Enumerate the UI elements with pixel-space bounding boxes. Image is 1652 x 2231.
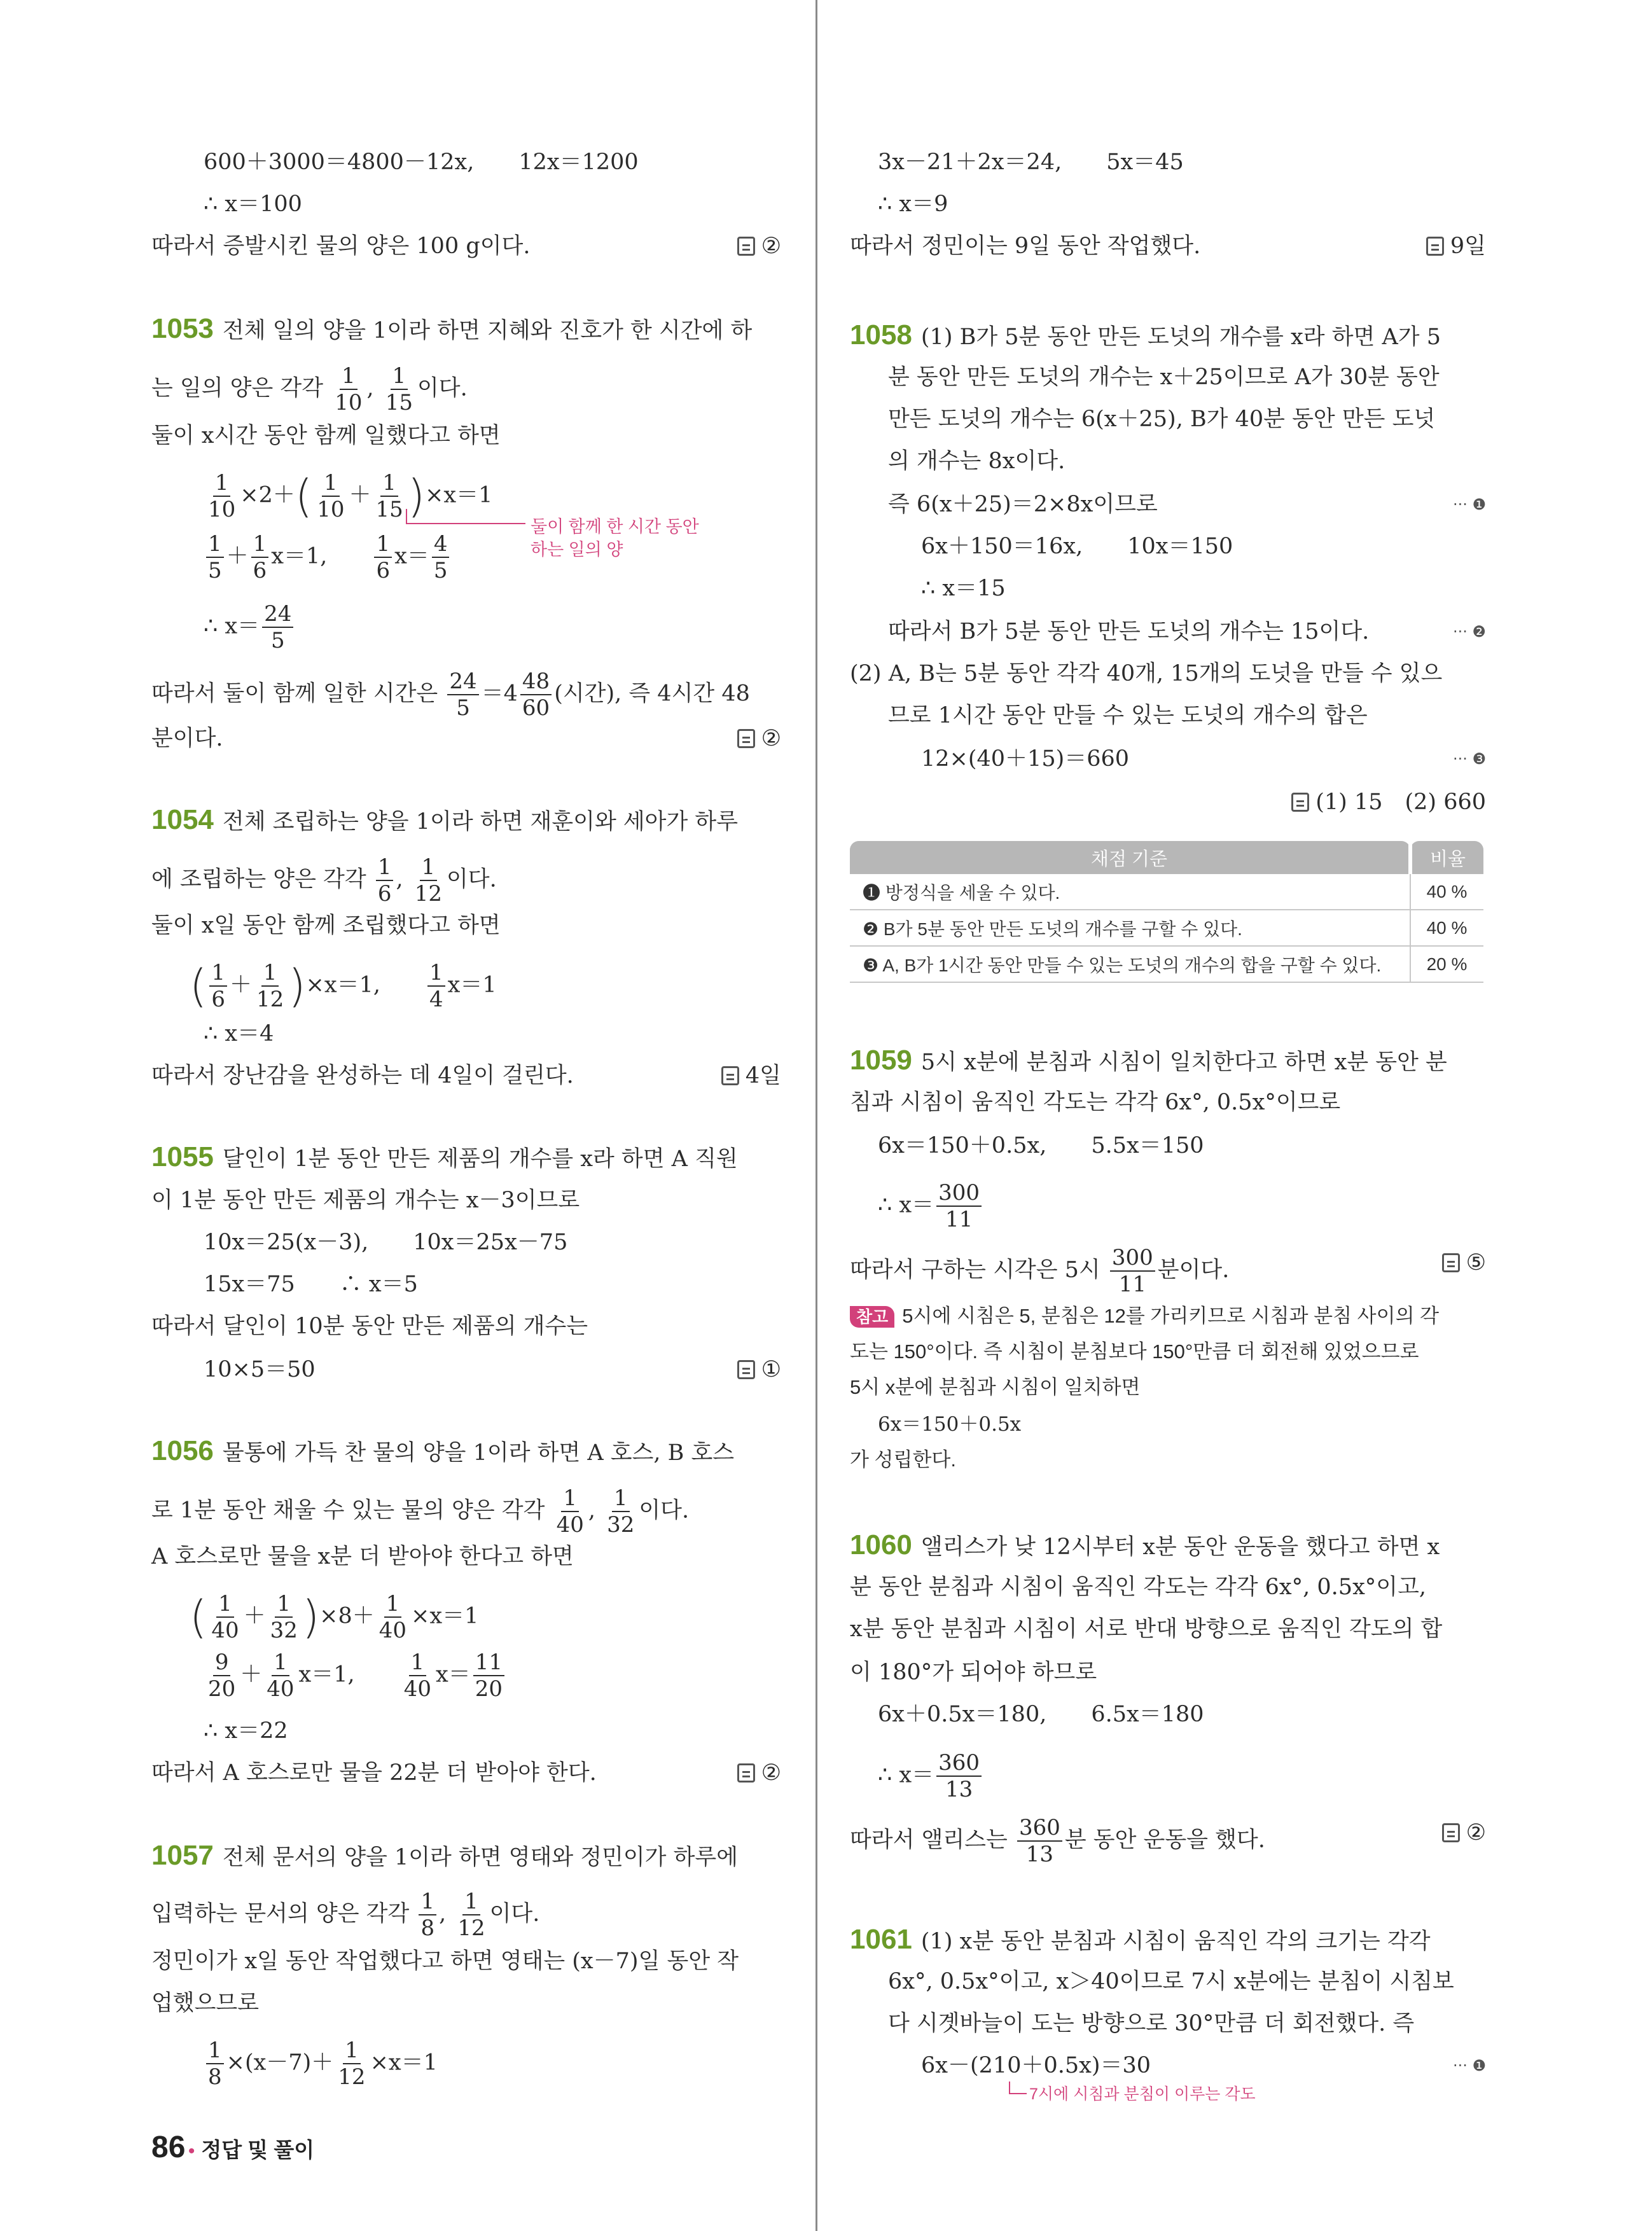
- problem-1057-line: 1057 전체 문서의 양을 1이라 하면 영태와 정민이가 하루에: [151, 1840, 739, 1871]
- equation-line: ∴ x＝9: [878, 191, 948, 217]
- answer-mark: 9일: [1426, 230, 1486, 262]
- problem-1061-line: 6x°, 0.5x°이고, x＞40이므로 7시 x분에는 분침이 시침보: [888, 1969, 1454, 1994]
- answer-icon: [737, 1763, 755, 1783]
- criteria-header: 채점 기준: [850, 841, 1410, 874]
- equation-line: ∴ x＝ $\frac{24}{5}$: [204, 603, 296, 651]
- equation-line: 6x－(210＋0.5x)＝30: [921, 2053, 1151, 2078]
- solution-text: 따라서 증발시킨 물의 양은 100 g이다.: [151, 233, 531, 259]
- problem-1054-line: 에 조립하는 양은 각각 $\frac{1}{6}$ , $\frac{1}{12}$ 이다.: [151, 854, 497, 907]
- equation-line: 12×(40＋15)＝660: [921, 746, 1130, 772]
- problem-1060-line: x분 동안 분침과 시침이 서로 반대 방향으로 움직인 각도의 합: [850, 1616, 1443, 1642]
- ratio-header: 비율: [1410, 841, 1483, 874]
- problem-1059-line: 따라서 구하는 시각은 5시 $\frac{300}{11}$ 분이다.: [850, 1245, 1230, 1297]
- annotation-bracket: [1009, 2082, 1027, 2094]
- equation-line: ∴ x＝ $\frac{300}{11}$: [878, 1182, 984, 1230]
- problem-1055-line: 이 1분 동안 만든 제품의 개수는 x－3이므로: [151, 1188, 580, 1213]
- problem-1060-line: 이 180°가 되어야 하므로: [850, 1660, 1097, 1685]
- problem-number: 1059: [850, 1045, 912, 1076]
- problem-1056-line: 1056 물통에 가득 찬 물의 양을 1이라 하면 A 호스, B 호스: [151, 1435, 735, 1466]
- problem-number: 1054: [151, 804, 214, 835]
- reference-equation: 6x＝150＋0.5x: [878, 1413, 1022, 1436]
- reference-note: 가 성립한다.: [850, 1449, 956, 1471]
- problem-1058-line: 1058 (1) B가 5분 동안 만든 도넛의 개수를 x라 하면 A가 5: [850, 319, 1441, 351]
- page-footer: 86 • 정답 및 풀이: [151, 2130, 315, 2164]
- problem-1059-line: 1059 5시 x분에 분침과 시침이 일치한다고 하면 x분 동안 분: [850, 1045, 1447, 1076]
- problem-1058-line: 따라서 B가 5분 동안 만든 도넛의 개수는 15이다.: [888, 619, 1370, 644]
- answer-mark: 4일: [721, 1060, 781, 1092]
- answer-icon: [737, 1360, 755, 1379]
- answer-mark: ②: [737, 723, 781, 754]
- answer-icon: [1442, 1823, 1460, 1842]
- equation-line: 10x＝25(x－3), 10x＝25x－75: [204, 1230, 568, 1255]
- answer-mark: ①: [737, 1354, 781, 1386]
- answer-icon: [737, 729, 755, 748]
- table-row: ❸ A, B가 1시간 동안 만들 수 있는 도넛의 개수의 합을 구할 수 있다. 20 %: [850, 946, 1483, 982]
- problem-1054-line: 따라서 장난감을 완성하는 데 4일이 걸린다.: [151, 1063, 574, 1088]
- problem-1057-line: 정민이가 x일 동안 작업했다고 하면 영태는 (x－7)일 동안 작: [151, 1949, 739, 1974]
- answer-mark: (1) 15 (2) 660: [1291, 786, 1486, 818]
- problem-number: 1053: [151, 313, 214, 344]
- problem-number: 1055: [151, 1141, 214, 1172]
- equation-line: 6x＋0.5x＝180, 6.5x＝180: [878, 1702, 1204, 1727]
- answer-mark: ⑤: [1442, 1247, 1486, 1279]
- annotation-bracket: [406, 509, 430, 524]
- problem-1053-line: 둘이 x시간 동안 함께 일했다고 하면: [151, 423, 501, 448]
- problem-1055-line: 따라서 달인이 10분 동안 만든 제품의 개수는: [151, 1314, 588, 1339]
- problem-1056-line: A 호스로만 물을 x분 더 받아야 한다고 하면: [151, 1544, 574, 1569]
- problem-1056-line: 따라서 A 호스로만 물을 22분 더 받아야 한다.: [151, 1760, 597, 1786]
- problem-1058-line: 즉 6(x＋25)＝2×8x이므로: [888, 492, 1158, 517]
- reference-note: 도는 150°이다. 즉 시침이 분침보다 150°만큼 더 회전해 있었으므로: [850, 1340, 1419, 1363]
- page-number: 86: [151, 2130, 186, 2164]
- equation-line: 3x－21＋2x＝24, 5x＝45: [878, 149, 1184, 175]
- equation-line: 600＋3000＝4800－12x, 12x＝1200: [204, 149, 639, 175]
- problem-1054-line: 둘이 x일 동안 함께 조립했다고 하면: [151, 913, 501, 938]
- reference-tag: 참고: [850, 1306, 894, 1328]
- problem-1061-line: 1061 (1) x분 동안 분침과 시침이 움직인 각의 크기는 각각: [850, 1924, 1431, 1955]
- answer-icon: [1442, 1253, 1460, 1272]
- problem-number: 1056: [151, 1435, 214, 1466]
- problem-1055-line: 1055 달인이 1분 동안 만든 제품의 개수를 x라 하면 A 직원: [151, 1141, 738, 1172]
- problem-1060-line: 1060 앨리스가 낮 12시부터 x분 동안 운동을 했다고 하면 x: [850, 1529, 1440, 1560]
- answer-mark: ②: [737, 1757, 781, 1789]
- step-marker-1: ··· ❶: [1452, 2057, 1486, 2075]
- page-title: 정답 및 풀이: [201, 2138, 315, 2162]
- step-marker-3: ··· ❸: [1452, 750, 1486, 768]
- problem-number: 1061: [850, 1924, 912, 1955]
- problem-1060-line: 따라서 앨리스는 $\frac{360}{13}$ 분 동안 운동을 했다.: [850, 1815, 1265, 1867]
- step-marker-1: ··· ❶: [1452, 496, 1486, 513]
- equation-line: ∴ x＝15: [921, 576, 1006, 601]
- answer-mark: ②: [737, 230, 781, 262]
- fraction: $\frac{1}{10}$: [335, 363, 363, 415]
- annotation-note: 7시에 시침과 분침이 이루는 각도: [1029, 2085, 1256, 2103]
- problem-number: 1060: [850, 1529, 912, 1560]
- equation-line: ( $\frac{1}{6}$ ＋ $\frac{1}{12}$ )×x＝1, $\frac{1}{4}$ x＝1: [190, 960, 497, 1012]
- answer-icon: [1426, 237, 1444, 256]
- solution-text: 따라서 정민이는 9일 동안 작업했다.: [850, 233, 1201, 259]
- reference-note: 5시 x분에 분침과 시침이 일치하면: [850, 1376, 1141, 1398]
- answer-mark: ②: [1442, 1817, 1486, 1849]
- equation-line: 6x＝150＋0.5x, 5.5x＝150: [878, 1133, 1204, 1158]
- equation-line: ∴ x＝4: [204, 1021, 274, 1046]
- equation-line: ∴ x＝100: [204, 191, 302, 217]
- equation-line: $\frac{9}{20}$ ＋ $\frac{1}{40}$ x＝1, $\frac{1}{40}$ x＝ $\frac{11}{20}$: [204, 1651, 507, 1700]
- problem-1058-line: 분 동안 만든 도넛의 개수는 x＋25이므로 A가 30분 동안: [888, 365, 1440, 390]
- equation-line: ( $\frac{1}{40}$ ＋ $\frac{1}{32}$ )×8＋ $\frac{1}{40}$ ×x＝1: [190, 1591, 479, 1643]
- problem-1060-line: 분 동안 분침과 시침이 움직인 각도는 각각 6x°, 0.5x°이고,: [850, 1574, 1427, 1600]
- answer-icon: [721, 1066, 739, 1085]
- problem-1057-line: 업했으므로: [151, 1991, 260, 2016]
- problem-1058-line: 의 개수는 8x이다.: [888, 448, 1065, 474]
- equation-line: ∴ x＝ $\frac{360}{13}$: [878, 1752, 984, 1800]
- column-divider: [816, 0, 817, 2231]
- equation-line: $\frac{1}{10}$ ×2＋( $\frac{1}{10}$ ＋ $\frac{1}{15}$ )×x＝1: [208, 470, 493, 522]
- problem-1058-line: 므로 1시간 동안 만들 수 있는 도넛의 개수의 합은: [888, 703, 1368, 728]
- problem-1054-line: 1054 전체 조립하는 양을 1이라 하면 재훈이와 세아가 하루: [151, 804, 739, 835]
- problem-1058-line: (2) A, B는 5분 동안 각각 40개, 15개의 도넛을 만들 수 있으: [850, 661, 1443, 686]
- problem-1053-line: 1053 전체 일의 양을 1이라 하면 지혜와 진호가 한 시간에 하: [151, 313, 753, 344]
- problem-1059-line: 침과 시침이 움직인 각도는 각각 6x°, 0.5x°이므로: [850, 1090, 1341, 1115]
- equation-line: 6x＋150＝16x, 10x＝150: [921, 534, 1233, 559]
- problem-number: 1057: [151, 1840, 214, 1871]
- problem-1061-line: 다 시곗바늘이 도는 방향으로 30°만큼 더 회전했다. 즉: [888, 2011, 1415, 2036]
- equation-line: ∴ x＝22: [204, 1718, 288, 1744]
- equation-line: $\frac{1}{8}$ ×(x－7)＋ $\frac{1}{12}$ ×x＝1: [204, 2040, 438, 2088]
- step-marker-2: ··· ❷: [1452, 623, 1486, 641]
- annotation-leader: [429, 509, 525, 524]
- problem-1058-line: 만든 도넛의 개수는 6(x＋25), B가 40분 동안 만든 도넛: [888, 407, 1436, 432]
- problem-number: 1058: [850, 319, 912, 351]
- problem-1053-line: 는 일의 양은 각각 $\frac{1}{10}$ , $\frac{1}{15}$ 이다.: [151, 363, 468, 415]
- problem-1056-line: 로 1분 동안 채울 수 있는 물의 양은 각각 $\frac{1}{40}$ , $\frac{1}{32}$ 이다.: [151, 1485, 690, 1538]
- equation-line: 10×5＝50: [204, 1357, 316, 1382]
- reference-note: 참고 5시에 시침은 5, 분침은 12를 가리키므로 시침과 분침 사이의 각: [850, 1300, 1439, 1332]
- problem-1053-line: 분이다.: [151, 726, 223, 751]
- problem-1057-line: 입력하는 문서의 양은 각각 $\frac{1}{8}$ , $\frac{1}{12}$ 이다.: [151, 1889, 540, 1941]
- equation-line: 15x＝75 ∴ x＝5: [204, 1272, 418, 1297]
- answer-icon: [737, 237, 755, 256]
- problem-1053-line: 따라서 둘이 함께 일한 시간은 $\frac{24}{5}$ ＝4 $\frac{48}{60}$ (시간), 즉 4시간 48: [151, 669, 750, 721]
- equation-line: $\frac{1}{5}$ ＋ $\frac{1}{6}$ x＝1, $\frac{1}{6}$ x＝ $\frac{4}{5}$: [204, 533, 452, 581]
- answer-icon: [1291, 793, 1309, 812]
- fraction: $\frac{1}{15}$: [385, 363, 413, 415]
- annotation-note: 둘이 함께 한 시간 동안 하는 일의 양: [531, 517, 699, 559]
- table-row: ❶ 방정식을 세울 수 있다. 40 %: [850, 874, 1483, 910]
- table-row: ❷ B가 5분 동안 만든 도넛의 개수를 구할 수 있다. 40 %: [850, 910, 1483, 946]
- grading-criteria-table: [850, 841, 1483, 983]
